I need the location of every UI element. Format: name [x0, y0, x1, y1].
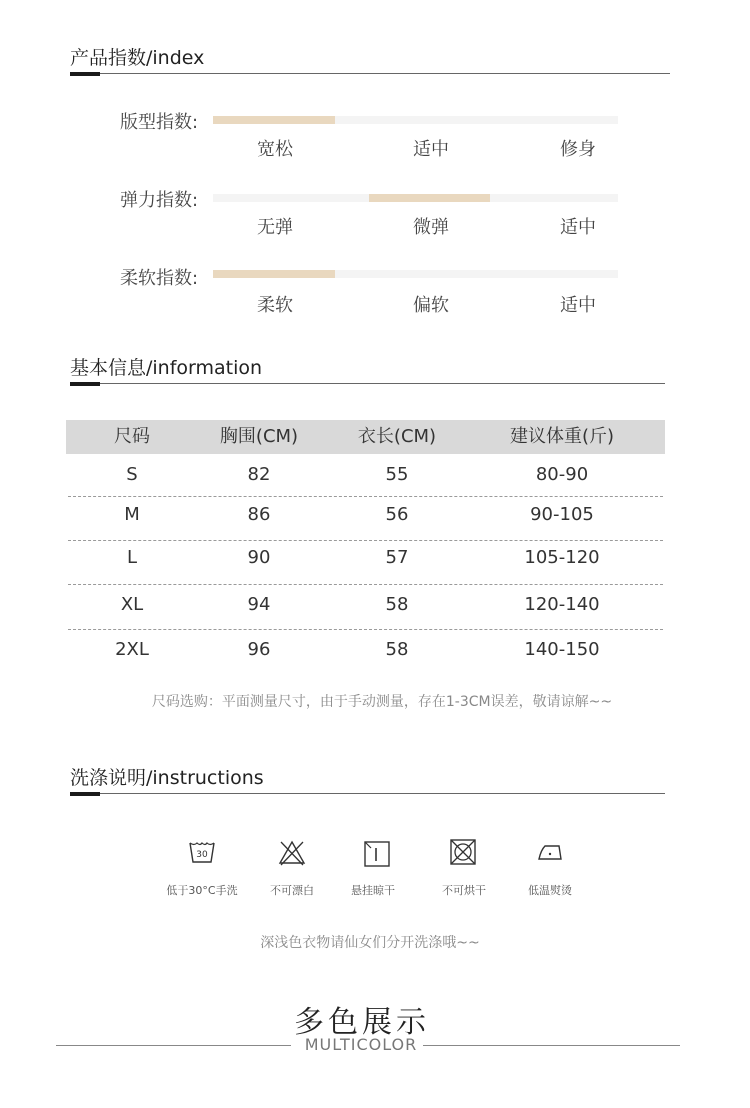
- info-section-accent: [70, 382, 100, 386]
- softness-option-fairly-soft: 偏软: [413, 295, 449, 316]
- wash-temp-text: 30: [196, 850, 208, 860]
- size-cell: M: [124, 504, 140, 525]
- length-cell: 57: [385, 547, 409, 568]
- fit-index-fill: [213, 116, 335, 124]
- weight-cell: 105-120: [524, 547, 600, 568]
- weight-cell: 120-140: [524, 594, 600, 615]
- fit-option-slim: 修身: [560, 139, 596, 160]
- stretch-option-medium: 适中: [560, 217, 596, 238]
- index-section-title: 产品指数/index: [70, 47, 205, 69]
- weight-cell: 90-105: [530, 504, 594, 525]
- index-section-divider: [70, 73, 670, 74]
- softness-option-soft: 柔软: [257, 295, 293, 316]
- size-cell: XL: [120, 594, 144, 615]
- hand-wash-30-icon: [188, 838, 216, 866]
- chest-cell: 96: [247, 639, 271, 660]
- index-section-accent: [70, 72, 100, 76]
- softness-index-fill: [213, 270, 335, 278]
- fit-index-track: [213, 116, 618, 124]
- softness-index-track: [213, 270, 618, 278]
- care-section-accent: [70, 792, 100, 796]
- care-section-divider: [70, 793, 665, 794]
- size-cell: 2XL: [115, 639, 149, 660]
- softness-option-medium: 适中: [560, 295, 596, 316]
- row-divider: [68, 496, 663, 497]
- care-note: 深浅色衣物请仙女们分开洗涤哦~~: [260, 935, 480, 951]
- size-cell: L: [126, 547, 138, 568]
- size-note: 尺码选购：平面测量尺寸，由于手动测量，存在1-3CM误差，敬请谅解~~: [151, 694, 613, 710]
- low-iron-icon: [536, 838, 564, 866]
- care-label-no-tumble-dry: 不可烘干: [442, 884, 486, 897]
- length-cell: 58: [385, 639, 409, 660]
- chest-cell: 94: [247, 594, 271, 615]
- softness-index-label: 柔软指数:: [120, 268, 199, 289]
- size-header-chest: 胸围(CM): [219, 426, 299, 447]
- fit-option-loose: 宽松: [257, 139, 293, 160]
- no-bleach-icon: [278, 839, 306, 867]
- size-table-body: [66, 454, 665, 674]
- size-table-header: [66, 420, 665, 454]
- fit-index-label: 版型指数:: [120, 112, 199, 133]
- care-label-no-bleach: 不可漂白: [270, 884, 314, 897]
- info-section-title: 基本信息/information: [70, 357, 263, 379]
- stretch-index-track: [213, 194, 618, 202]
- length-cell: 55: [385, 464, 409, 485]
- size-header-length: 衣长(CM): [357, 426, 437, 447]
- size-cell: S: [126, 464, 138, 485]
- care-label-low-iron: 低温熨烫: [528, 884, 572, 897]
- stretch-index-fill: [369, 194, 491, 202]
- stretch-option-none: 无弹: [257, 217, 293, 238]
- multicolor-right-line: [423, 1045, 680, 1046]
- row-divider: [68, 584, 663, 585]
- length-cell: 56: [385, 504, 409, 525]
- chest-cell: 82: [247, 464, 271, 485]
- weight-cell: 80-90: [535, 464, 589, 485]
- multicolor-title: 多色展示: [294, 1005, 430, 1040]
- no-tumble-dry-icon: [449, 838, 477, 866]
- stretch-option-slight: 微弹: [413, 217, 449, 238]
- care-label-hang-dry: 悬挂晾干: [351, 884, 395, 897]
- size-header-weight: 建议体重(斤): [509, 426, 615, 447]
- weight-cell: 140-150: [524, 639, 600, 660]
- hang-dry-icon: [363, 840, 391, 868]
- fit-option-regular: 适中: [413, 139, 449, 160]
- chest-cell: 86: [247, 504, 271, 525]
- multicolor-left-line: [56, 1045, 291, 1046]
- row-divider: [68, 540, 663, 541]
- care-label-hand-wash: 低于30°C手洗: [166, 884, 238, 897]
- chest-cell: 90: [247, 547, 271, 568]
- size-header-size: 尺码: [114, 426, 150, 447]
- length-cell: 58: [385, 594, 409, 615]
- row-divider: [68, 629, 663, 630]
- stretch-index-label: 弹力指数:: [120, 190, 199, 211]
- info-section-divider: [70, 383, 665, 384]
- care-section-title: 洗涤说明/instructions: [70, 767, 264, 789]
- multicolor-subtitle: MULTICOLOR: [304, 1035, 418, 1054]
